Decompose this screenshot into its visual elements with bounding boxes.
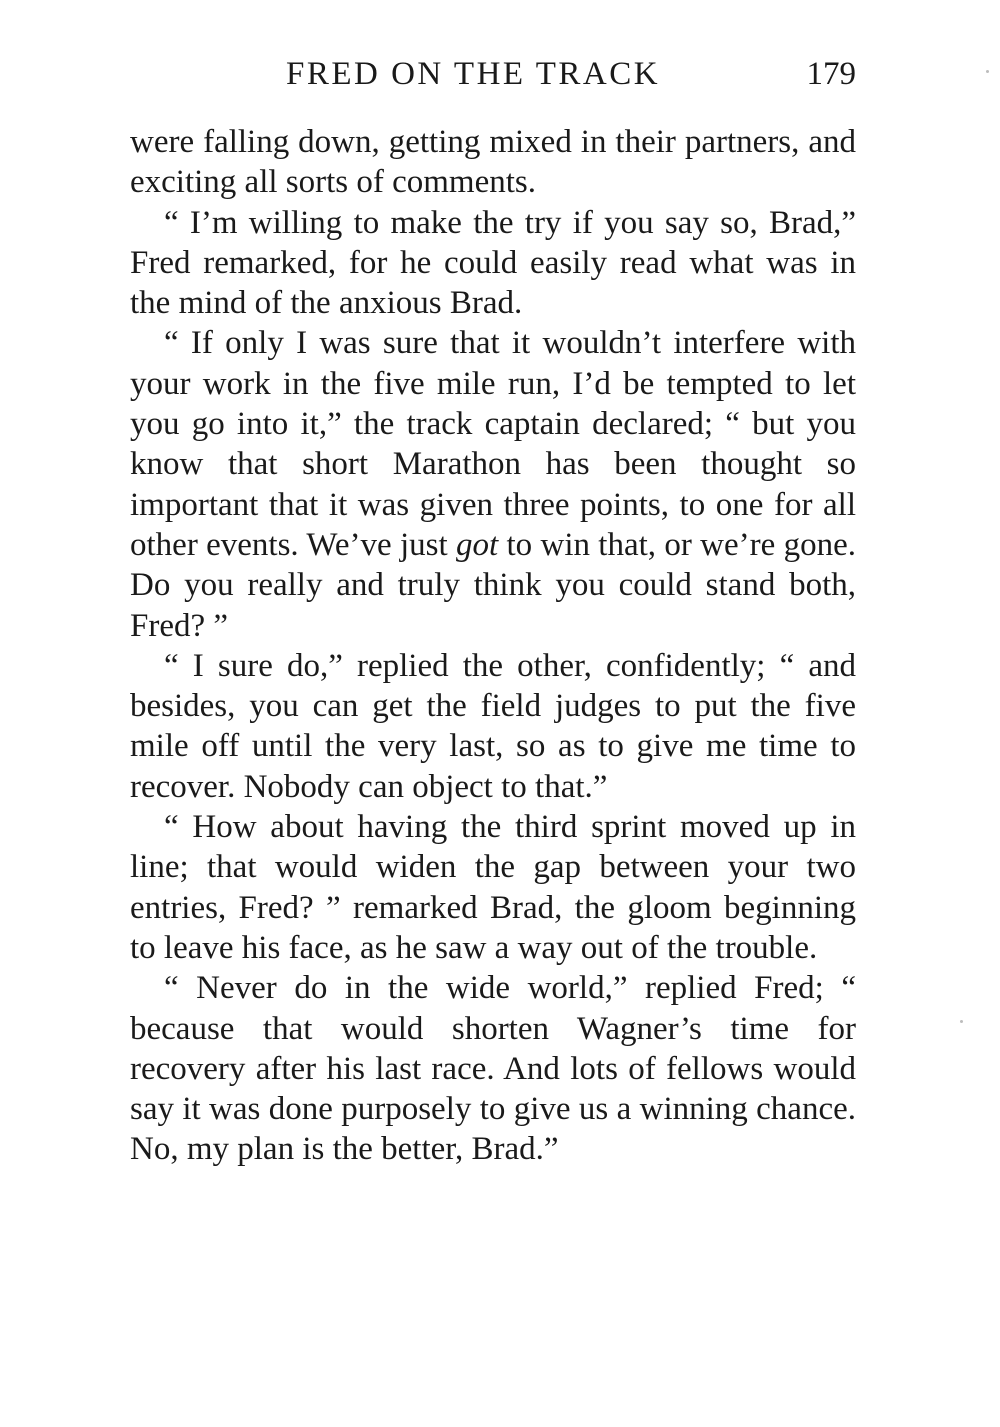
paragraph-3 — [130, 323, 856, 645]
emphasis-text: got — [456, 526, 499, 563]
paragraph-2 — [130, 203, 856, 324]
text-run: were falling down, getting mixed in their partners, and exciting all sorts of comments. — [130, 124, 856, 201]
paragraph-6 — [130, 968, 856, 1169]
text-run: “ How about having the third sprint moved up in line; that would widen the gap between your two entries, Fred? ” remarked Brad, the gloom beginning to leave his face, as he saw a way out of the trouble. — [130, 809, 856, 966]
paper-speck — [960, 1020, 963, 1023]
page-number: 179 — [806, 56, 856, 92]
paper-speck — [986, 70, 989, 73]
text-run: “ If only I was sure that it wouldn’t interfere with your work in the five mile run, I’d be tempted to let you go into it,” the track captain declared; “ but you know that short Marathon has been thought so important that it was given three points, to one for all other events. We’ve just — [130, 325, 856, 563]
text-run: “ I sure do,” replied the other, confidently; “ and besides, you can get the field judges to put the five mile off until the very last, so as to give me time to recover. Nobody can object to that.” — [130, 647, 856, 805]
paragraph-1 — [130, 122, 856, 203]
text-run: “ Never do in the wide world,” replied Fred; “ because that would shorten Wagner’s time for recovery after his last race. And lots of fellows would say it was done purposely to give us a winning chance. No, my plan is the better, Brad.” — [130, 970, 856, 1168]
text-run: to win that, or we’re gone. Do you really and truly think you could stand both, Fred? ” — [130, 526, 856, 644]
text-run: “ I’m willing to make the try if you say so, Brad,” Fred remarked, for he could easily read what was in the mind of the anxious Brad. — [130, 204, 856, 322]
running-head — [130, 56, 856, 102]
running-title: FRED ON THE TRACK — [286, 56, 661, 92]
paragraph-5 — [130, 807, 856, 968]
body-text — [130, 122, 856, 1170]
paragraph-4 — [130, 646, 856, 807]
